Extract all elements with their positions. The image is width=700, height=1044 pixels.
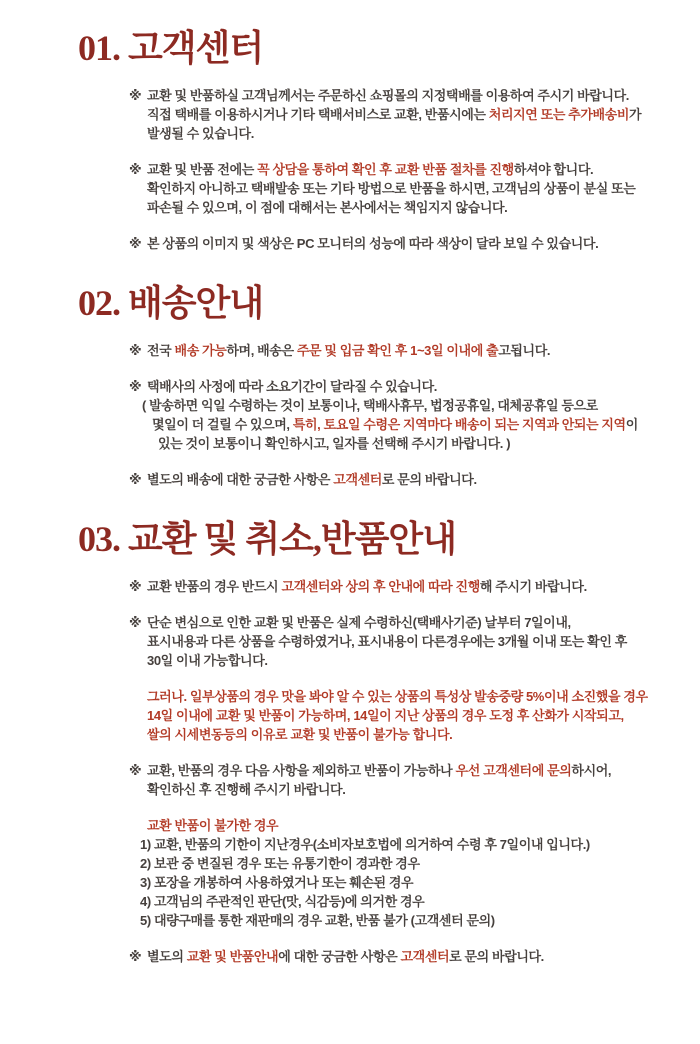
emphasis-text: 주문 및 입금 확인 후 1~3일 이내에 출 [296,343,499,358]
text-line [147,198,660,217]
body-text: 하시어, [571,763,612,778]
text-line [147,179,660,198]
section-title: 배송안내 [128,283,264,323]
emphasis-text: 교환 및 반품안내 [186,949,279,964]
emphasis-text: 처리지연 또는 추가배송비 [488,107,629,122]
notice-block [0,160,700,217]
body-text: 택배사의 사정에 따라 소요기간이 달라질 수 있습니다. [147,379,437,394]
body-text: 교환 및 반품 전에는 [147,162,258,177]
emphasis-text: 우선 고객센터에 문의 [455,763,572,778]
body-text: ( 발송하면 익일 수령하는 것이 보통이나, 택배사휴무, 법정공휴일, 대체공휴일 등으로 [142,398,598,413]
notice-block [0,470,700,489]
text-line [147,651,660,670]
reference-mark-icon: ※ [129,949,142,964]
emphasis-text: 고객센터와 상의 후 안내에 따라 진행 [281,579,480,594]
body-text: 로 문의 바랍니다. [381,472,477,487]
body-text: 3) 포장을 개봉하여 사용하였거나 또는 훼손된 경우 [140,875,414,890]
notice-block [0,577,700,596]
section [0,281,700,489]
body-text: 교환 반품이 불가한 경우 [147,818,279,833]
body-text: 가 [628,107,642,122]
notice-block [0,234,700,253]
text-line [147,725,660,744]
reference-mark-icon: ※ [129,379,142,394]
reference-mark-icon: ※ [129,615,142,630]
reference-mark-icon: ※ [129,579,142,594]
section-number: 03. [78,519,120,559]
text-line [147,761,660,780]
text-line [147,577,660,596]
text-line [147,947,660,966]
body-text: 고됩니다. [498,343,551,358]
notice-block [0,341,700,360]
text-line [147,234,660,253]
section-heading [78,26,700,70]
body-text: 하셔야 합니다. [513,162,594,177]
body-text: 확인하지 아니하고 택배발송 또는 기타 방법으로 반품을 하시면, 고객님의 상품이 분실 또는 [147,181,636,196]
emphasis-text: 고객센터 [400,949,450,964]
text-line [140,911,660,930]
list-subheading [147,816,660,835]
body-text: 1) 교환, 반품의 기한이 지난경우(소비자보호법에 의거하여 수령 후 7일이내 입니다.) [140,837,590,852]
reference-mark-icon: ※ [129,88,142,103]
text-line [147,124,660,143]
text-line [158,434,660,453]
section-title: 고객센터 [128,28,264,68]
section-number: 02. [78,283,120,323]
text-line [140,835,660,854]
body-text: 이 [625,417,638,432]
text-line [147,341,660,360]
text-line [147,687,660,706]
body-text: 그러나. 일부상품의 경우 맛을 봐야 알 수 있는 상품의 특성상 발송중량 5%이내 소진했을 경우 [147,689,648,704]
notice-block [0,761,700,799]
exclusion-list [0,816,700,930]
body-text: 4) 고객님의 주관적인 판단(맛, 식감등)에 의거한 경우 [140,894,425,909]
body-text: 30일 이내 가능합니다. [147,653,268,668]
reference-mark-icon: ※ [129,472,142,487]
reference-mark-icon: ※ [129,763,142,778]
section-number: 01. [78,28,120,68]
text-line [147,105,660,124]
text-line [142,396,660,415]
body-text: 전국 [147,343,175,358]
text-line [147,706,660,725]
text-line [147,160,660,179]
body-text: 파손될 수 있으며, 이 점에 대해서는 본사에서는 책임지지 않습니다. [147,200,508,215]
body-text: 쌀의 시세변동등의 이유로 교환 및 반품이 불가능 합니다. [147,727,453,742]
section-title: 교환 및 취소,반품안내 [128,519,456,559]
text-line [140,892,660,911]
body-text: 몇일이 더 걸릴 수 있으며, [152,417,293,432]
text-line [147,632,660,651]
body-text: 발생될 수 있습니다. [147,126,254,141]
body-text: 에 대한 궁금한 사항은 [278,949,401,964]
body-text: 있는 것이 보통이니 확인하시고, 일자를 선택해 주시기 바랍니다. ) [158,436,511,451]
text-line [147,780,660,799]
section [0,26,700,253]
text-line [140,873,660,892]
reference-mark-icon: ※ [129,236,142,251]
body-text: 하며, 배송은 [226,343,297,358]
notice-block [0,86,700,143]
body-text: 단순 변심으로 인한 교환 및 반품은 실제 수령하신(택배사기준) 날부터 7일이내, [147,615,571,630]
text-line [147,86,660,105]
body-text: 본 상품의 이미지 및 색상은 PC 모니터의 성능에 따라 색상이 달라 보일 수 있습니다. [147,236,599,251]
notice-block [0,947,700,966]
body-text: 해 주시기 바랍니다. [479,579,587,594]
reference-mark-icon: ※ [129,343,142,358]
emphasis-text: 꼭 상담을 통하여 확인 후 교환 반품 절차를 진행 [257,162,514,177]
body-text: 직접 택배를 이용하시거나 기타 택배서비스로 교환, 반품시에는 [147,107,489,122]
section [0,517,700,966]
body-text: 표시내용과 다른 상품을 수령하였거나, 표시내용이 다른경우에는 3개월 이내 또는 확인 후 [147,634,627,649]
text-line [147,613,660,632]
body-text: 5) 대량구매를 통한 재판매의 경우 교환, 반품 불가 (고객센터 문의) [140,913,495,928]
body-text: 14일 이내에 교환 및 반품이 가능하며, 14일이 지난 상품의 경우 도정 후 산화가 시작되고, [147,708,624,723]
body-text: 2) 보관 중 변질된 경우 또는 유통기한이 경과한 경우 [140,856,420,871]
reference-mark-icon: ※ [129,162,142,177]
text-line [140,854,660,873]
text-line [147,377,660,396]
emphasis-text: 고객센터 [333,472,382,487]
notice-block [0,613,700,670]
section-heading [78,517,700,561]
body-text: 로 문의 바랍니다. [449,949,544,964]
body-text: 별도의 배송에 대한 궁금한 사항은 [147,472,334,487]
text-line [152,415,660,434]
emphasis-text: 특히, 토요일 수령은 지역마다 배송이 되는 지역과 안되는 지역 [292,417,626,432]
warning-paragraph [0,687,700,744]
emphasis-text: 배송 가능 [174,343,227,358]
text-line [147,470,660,489]
section-heading [78,281,700,325]
body-text: 별도의 [147,949,187,964]
notice-block [0,377,700,453]
body-text: 교환, 반품의 경우 다음 사항을 제외하고 반품이 가능하나 [147,763,456,778]
body-text: 확인하신 후 진행해 주시기 바랍니다. [147,782,346,797]
body-text: 교환 반품의 경우 반드시 [147,579,282,594]
body-text: 교환 및 반품하실 고객님께서는 주문하신 쇼핑몰의 지정택배를 이용하여 주시기 바랍니다. [147,88,629,103]
